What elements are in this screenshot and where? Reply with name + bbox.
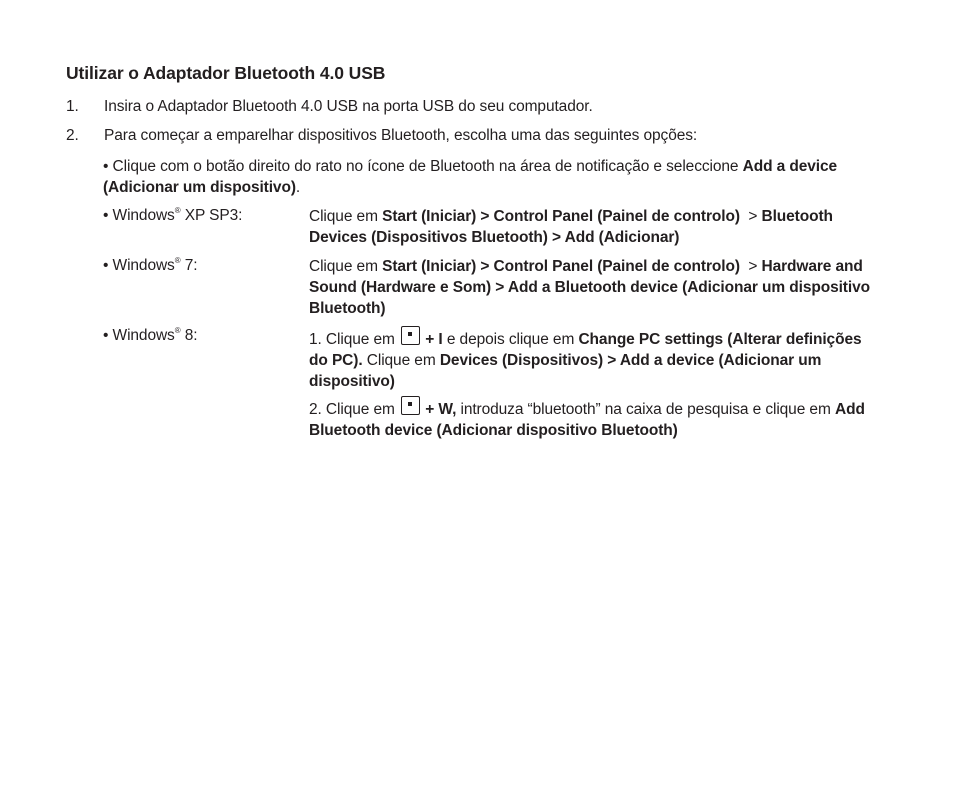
bold-path: dispositivo) xyxy=(309,373,395,390)
text: Clique em xyxy=(309,208,383,225)
bold-path: Devices (Dispositivos Bluetooth) > Add (Adicionar) xyxy=(309,229,680,246)
text: Clique em xyxy=(362,352,440,369)
bold-shortcut: + W, xyxy=(421,401,457,418)
windows-8-instructions-step-1 xyxy=(309,326,899,392)
text: > xyxy=(739,208,762,225)
label-prefix: • Windows xyxy=(103,327,175,344)
windows-7-instructions xyxy=(309,256,899,319)
windows-key-icon xyxy=(401,326,420,345)
step-2-text: Para começar a emparelhar dispositivos Bluetooth, escolha uma das seguintes opções: xyxy=(104,127,698,144)
option-end: . xyxy=(295,179,301,196)
text: 1. Clique em xyxy=(309,331,400,348)
bold-path: Bluetooth) xyxy=(309,300,386,317)
label-prefix: • Windows xyxy=(103,257,175,274)
registered-mark: ® xyxy=(174,206,181,215)
bold-shortcut: + I xyxy=(421,331,443,348)
windows-8-instructions-step-2 xyxy=(309,396,899,441)
bold-path: Devices (Dispositivos) > Add a device (Adicionar um xyxy=(439,352,822,369)
windows-8-label xyxy=(103,327,197,345)
bold-path: Hardware and xyxy=(761,258,863,275)
registered-mark: ® xyxy=(174,256,181,265)
bold-path: Start (Iniciar) > Control Panel (Painel de controlo) xyxy=(382,258,740,275)
bold-path: Bluetooth xyxy=(761,208,833,225)
text: Clique em xyxy=(309,258,383,275)
option-notification-area xyxy=(103,156,893,198)
page-title: Utilizar o Adaptador Bluetooth 4.0 USB xyxy=(66,63,386,83)
bold-path: do PC). xyxy=(309,352,363,369)
option-bold-add-device: Add a device xyxy=(742,158,838,175)
text: > xyxy=(739,258,762,275)
step-2-number: 2. xyxy=(66,127,79,144)
text: 2. Clique em xyxy=(309,401,400,418)
registered-mark: ® xyxy=(174,326,181,335)
step-1-text: Insira o Adaptador Bluetooth 4.0 USB na porta USB do seu computador. xyxy=(104,98,593,115)
windows-key-icon xyxy=(401,396,420,415)
windows-7-label xyxy=(103,257,197,275)
text: e depois clique em xyxy=(442,331,579,348)
bold-path: Sound (Hardware e Som) > Add a Bluetooth device (Adicionar um dispositivo xyxy=(309,279,870,296)
step-1-number: 1. xyxy=(66,98,79,115)
label-suffix: 7: xyxy=(180,257,198,274)
label-suffix: 8: xyxy=(180,327,198,344)
windows-xp-instructions xyxy=(309,206,899,248)
option-text: • Clique com o botão direito do rato no ícone de Bluetooth na área de notificação e seleccione xyxy=(103,158,743,175)
option-bold-add-device-pt: (Adicionar um dispositivo) xyxy=(103,179,296,196)
bold-path: Start (Iniciar) > Control Panel (Painel de controlo) xyxy=(382,208,740,225)
bold-path: Bluetooth device (Adicionar dispositivo Bluetooth) xyxy=(309,422,678,439)
windows-xp-label xyxy=(103,207,242,225)
bold-path: Change PC settings (Alterar definições xyxy=(578,331,862,348)
bold-path: Add xyxy=(834,401,865,418)
text: introduza “bluetooth” na caixa de pesquisa e clique em xyxy=(456,401,835,418)
label-prefix: • Windows xyxy=(103,207,175,224)
label-suffix: XP SP3: xyxy=(180,207,243,224)
